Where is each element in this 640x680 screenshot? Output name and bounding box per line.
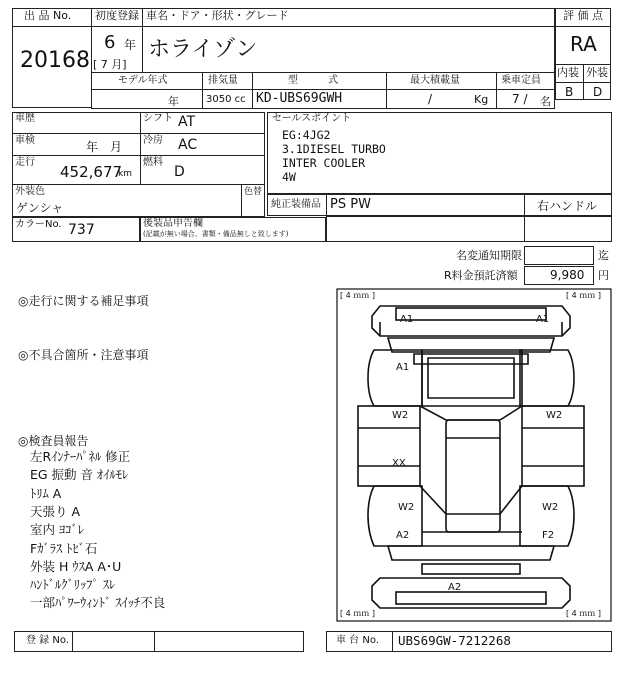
max-load-value: / — [428, 92, 433, 106]
mark-front-bumper-left: A1 — [400, 314, 414, 325]
aftermarket-extra-box — [326, 216, 612, 242]
mark-quarter-right: F2 — [542, 530, 555, 541]
sales-point-label: セールスポイント — [272, 113, 352, 124]
recycle-fee-label: R料金預託済額 — [444, 269, 518, 282]
registration-year: 6 — [104, 32, 116, 53]
capacity-unit: 名 — [540, 95, 551, 108]
mileage-value: 452,677 — [60, 163, 123, 181]
registration-year-unit: 年 — [124, 38, 137, 52]
max-load-unit: Kg — [474, 93, 489, 106]
mark-quarter-left-upper: W2 — [398, 502, 415, 513]
color-change-label: 色替 — [244, 187, 263, 197]
corner-mark-bottom-left: [ 4 ｍｍ ] — [340, 609, 375, 618]
report-line-3: ﾄﾘﾑ A — [30, 486, 62, 501]
exterior-label: 外装 — [586, 66, 608, 79]
lot-number-label: 出 品 No. — [24, 9, 72, 22]
fuel-label: 燃料 — [143, 157, 163, 168]
model-year-label: モデル年式 — [118, 75, 168, 86]
color-value: ゲンシャ — [16, 201, 64, 215]
mark-rear-door-left: XX — [392, 458, 406, 469]
max-load-label: 最大積載量 — [410, 75, 460, 86]
aircon-label: 冷房 — [143, 135, 163, 146]
recycle-fee-unit: 円 — [598, 269, 609, 282]
car-damage-diagram — [336, 288, 612, 622]
capacity-value: 7 / — [512, 92, 528, 106]
report-line-7: 外装 H ｳｽA A･U — [30, 559, 122, 574]
genuine-equipment-value: PS PW — [330, 197, 371, 212]
color-number-value: 737 — [68, 222, 95, 238]
inspection-value: 年 月 — [86, 140, 123, 154]
chassis-number-label: 車 台 No. — [336, 635, 379, 646]
grade-value: RA — [570, 32, 597, 56]
driving-notes-heading: ◎走行に関する補足事項 — [18, 294, 149, 308]
mark-rear-bumper: A2 — [448, 582, 462, 593]
first-registration-label: 初度登録 — [95, 9, 139, 22]
exterior-grade: D — [593, 85, 603, 99]
report-line-5: 室内 ﾖｺﾞﾚ — [30, 522, 84, 537]
mark-quarter-left: A2 — [396, 530, 410, 541]
mark-quarter-right-upper: W2 — [542, 502, 559, 513]
sales-point-line-1: EG:4JG2 — [282, 128, 331, 142]
chassis-number-value: UBS69GW-7212268 — [398, 633, 511, 648]
type-value: KD-UBS69GWH — [256, 91, 343, 106]
interior-grade: B — [565, 85, 574, 99]
color-label: 外装色 — [15, 186, 45, 197]
color-number-label: カラーNo. — [15, 219, 62, 230]
displacement-label: 排気量 — [208, 75, 238, 86]
car-name-label: 車名・ドア・形状・グレード — [146, 9, 289, 22]
report-line-8: ﾊﾝﾄﾞﾙｸﾞﾘｯﾌﾟ ｽﾚ — [30, 577, 116, 592]
name-change-deadline-label: 名変通知期限 — [456, 249, 522, 262]
report-line-6: Fｶﾞﾗｽ ﾄﾋﾞ石 — [30, 541, 98, 556]
sales-point-line-4: 4W — [282, 170, 296, 184]
report-line-1: 左Rｲﾝﾅｰﾊﾟﾈﾙ 修正 — [30, 449, 131, 464]
mileage-label: 走行 — [15, 157, 35, 168]
aircon-value: AC — [178, 137, 198, 153]
mark-fender-left: A1 — [396, 362, 410, 373]
registration-number-label: 登 録 No. — [26, 635, 69, 646]
shift-label: シフト — [143, 113, 173, 124]
defects-heading: ◎不具合箇所・注意事項 — [18, 348, 149, 362]
inspection-label: 車検 — [15, 135, 35, 146]
registration-month: [ 7 月] — [93, 58, 127, 71]
corner-mark-top-left: [ 4 ｍｍ ] — [340, 291, 375, 300]
capacity-label: 乗車定員 — [501, 75, 541, 86]
mark-door-right: W2 — [546, 410, 563, 421]
genuine-equipment-label: 純正装備品 — [271, 199, 321, 210]
aftermarket-label: 後装品申告欄 — [143, 218, 203, 229]
mileage-unit: km — [118, 169, 132, 179]
aftermarket-note: (記載が無い場合、書類・備品無しと致します) — [143, 230, 289, 238]
history-label: 車歴 — [15, 113, 35, 124]
shift-value: AT — [178, 114, 196, 130]
name-change-deadline-box — [524, 246, 594, 265]
sales-point-line-3: INTER COOLER — [282, 156, 366, 170]
report-line-4: 天張り A — [30, 504, 81, 519]
mark-front-bumper-right: A1 — [536, 314, 550, 325]
lot-number: 20168 — [20, 48, 90, 73]
inspector-report-heading: ◎検査員報告 — [18, 434, 89, 448]
name-change-deadline-unit: 迄 — [598, 249, 609, 262]
corner-mark-top-right: [ 4 ｍｍ ] — [566, 291, 601, 300]
mark-door-left: W2 — [392, 410, 409, 421]
recycle-fee-value: 9,980 — [550, 268, 585, 282]
fuel-value: D — [174, 164, 185, 180]
car-name: ホライゾン — [148, 37, 258, 62]
grade-label: 評 価 点 — [563, 9, 603, 22]
handle-value: 右ハンドル — [537, 199, 598, 213]
corner-mark-bottom-right: [ 4 ｍｍ ] — [566, 609, 601, 618]
interior-label: 内装 — [557, 66, 579, 79]
report-line-2: EG 振動 音 ｵｲﾙﾓﾚ — [30, 467, 129, 482]
type-label: 型 式 — [288, 75, 338, 86]
sales-point-line-2: 3.1DIESEL TURBO — [282, 142, 386, 156]
displacement-value: 3050 cc — [206, 94, 246, 105]
report-line-9: 一部ﾊﾟﾜｰｳｨﾝﾄﾞ ｽｲｯﾁ不良 — [30, 595, 166, 610]
model-year-unit: 年 — [168, 95, 179, 108]
